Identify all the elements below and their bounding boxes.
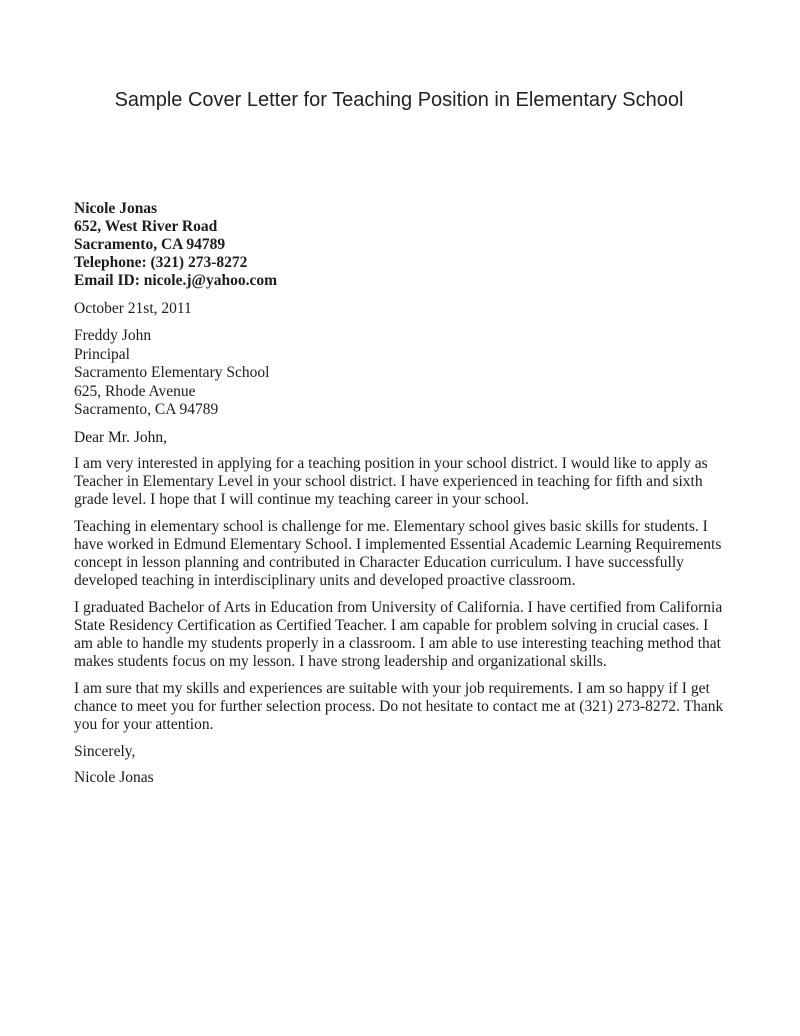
letter-date: October 21st, 2011 [74,300,192,317]
sender-address-line1: 652, West River Road [74,218,218,235]
recipient-name: Freddy John [74,327,152,344]
recipient-job-title: Principal [74,345,130,363]
recipient-address-line2: Sacramento, CA 94789 [74,401,219,418]
closing: Sincerely, [74,742,136,760]
sender-block [74,200,724,290]
recipient-organization: Sacramento Elementary School [74,364,270,381]
document-title: Sample Cover Letter for Teaching Position in Elementary School [114,89,684,111]
salutation: Dear Mr. John, [74,428,167,446]
body-paragraph-3: I graduated Bachelor of Arts in Education from University of California. I have certified from California State Residency Certification as Certified Teacher. I am capable for problem solving in crucial cases. I am able to handle my students properly in a classroom. I am able to use interesting teaching method that makes students focus on my lesson. I have strong leadership and organizational skills. [74,598,723,670]
sender-address-line2: Sacramento, CA 94789 [74,236,226,253]
signature-name: Nicole Jonas [74,768,154,786]
sender-name: Nicole Jonas [74,200,158,217]
recipient-block [74,327,724,420]
body-paragraph-1: I am very interested in applying for a teaching position in your school district. I would like to apply as Teacher in Elementary Level in your school district. I have experienced in teaching for fifth and sixth grade level. I hope that I will continue my teaching career in your school. [74,454,708,508]
sender-telephone: Telephone: (321) 273-8272 [74,254,248,271]
sender-email: Email ID: nicole.j@yahoo.com [74,272,277,289]
body-paragraph-2: Teaching in elementary school is challenge for me. Elementary school gives basic skills for students. I have worked in Edmund Elementary School. I implemented Essential Academic Learning Requirements concept in lesson planning and contributed in Character Education curriculum. I have successfully developed teaching in interdisciplinary units and developed proactive classroom. [74,517,722,589]
recipient-address-line1: 625, Rhode Avenue [74,382,196,400]
body-paragraph-4: I am sure that my skills and experiences are suitable with your job requirements. I am so happy if I get chance to meet you for further selection process. Do not hesitate to contact me at (321) 273-8272. Thank you for your attention. [74,679,724,733]
